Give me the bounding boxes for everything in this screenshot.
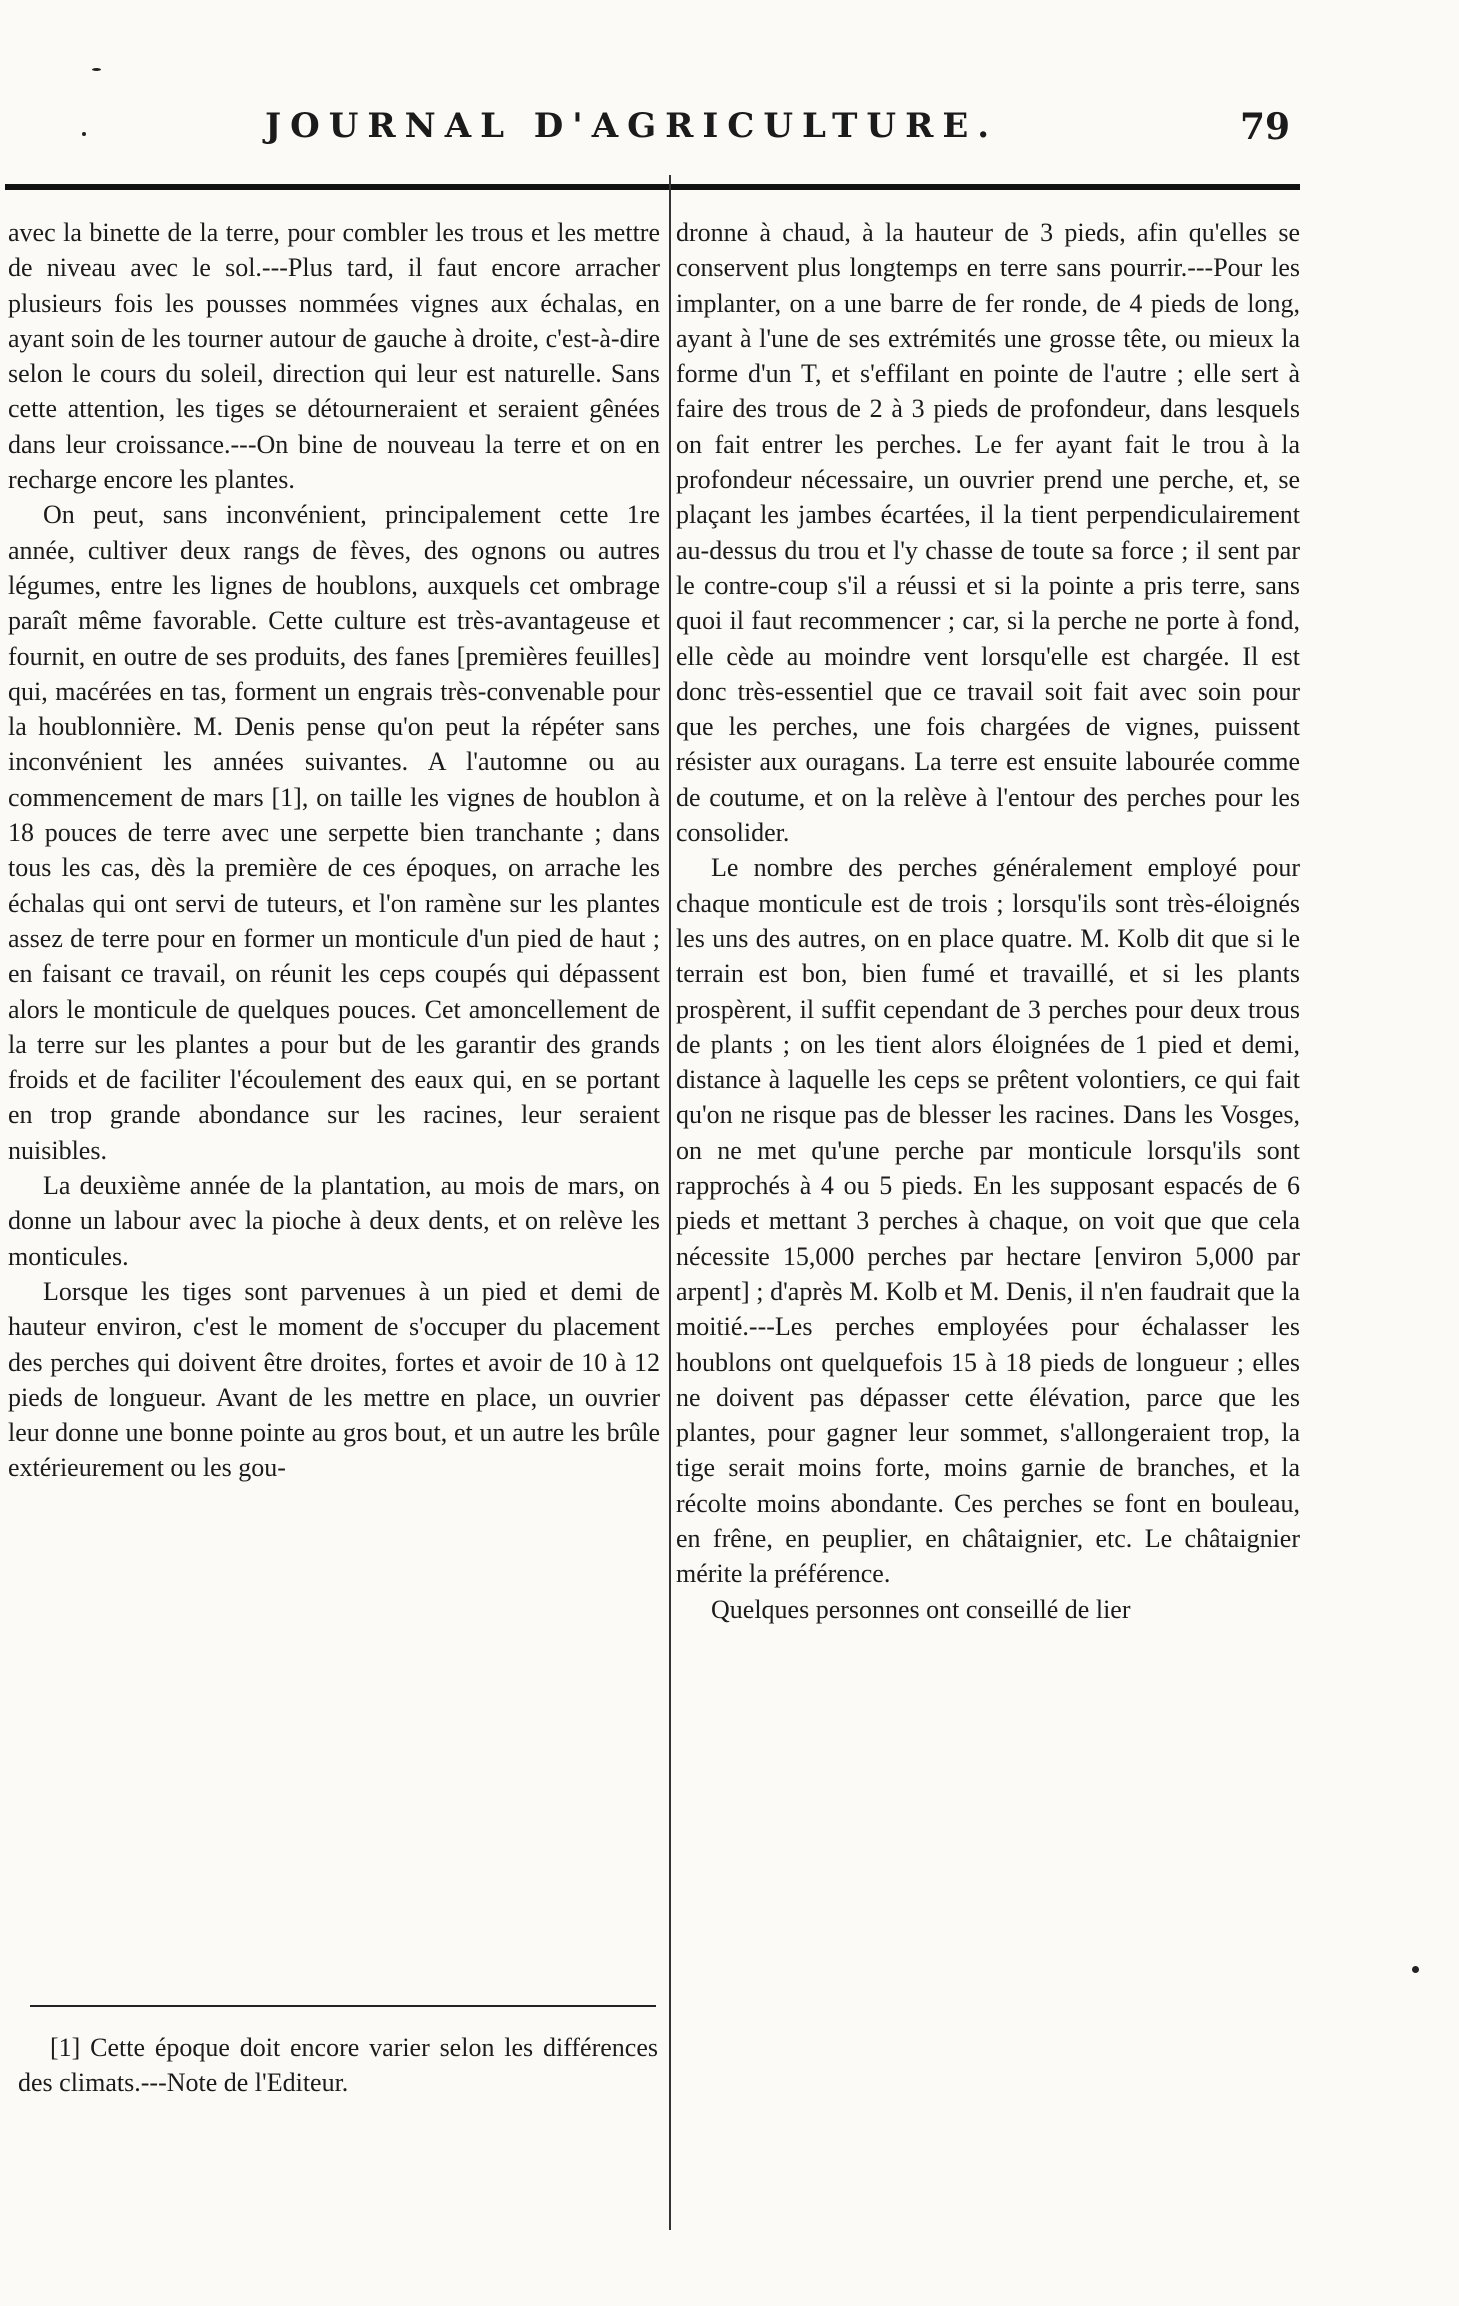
paragraph: Lorsque les tiges sont parvenues à un pied et demi de hauteur environ, c'est le moment de s'occuper du placement des perches qui doivent être droites, fortes et avoir de 10 à 12 pieds de longueur. Avant de les mettre en place, un ouvrier leur donne une bonne pointe au gros bout, et un autre les brûle extérieurement ou les gou- [8, 1276, 660, 1483]
paragraph: Le nombre des perches généralement employé pour chaque monticule est de trois ; lorsqu'ils sont très-éloignés les uns des autres, on en place quatre. M. Kolb dit que si le terrain est bon, bien fumé et travaillé, et si les plants prospèrent, il suffit cependant de 3 perches pour deux trous de plants ; on les tient alors éloignées de 1 pied et demi, distance à laquelle les ceps se prêtent volontiers, ce qui fait qu'on ne risque pas de blesser les racines. Dans les Vosges, on ne met qu'une perche par monticule lorsqu'ils sont rapprochés à 4 ou 5 pieds. En les supposant espacés de 6 pieds et mettant 3 perches à chaque, on voit que que cela nécessite 15,000 perches par hectare [environ 5,000 par arpent] ; d'après M. Kolb et M. Denis, il n'en faudrait que la moitié.---Les perches employées pour échalasser les houblons ont quelquefois 15 à 18 pieds de longueur ; elles ne doivent pas dépasser cette élévation, parce que les plantes, pour gagner leur sommet, s'allongeraient trop, la tige serait moins forte, moins garnie de branches, et la récolte moins abondante. Ces perches se font en bouleau, en frêne, en peuplier, en châtaignier, etc. Le châtaignier mérite la préférence. [676, 853, 1300, 1589]
left-column [8, 215, 660, 1486]
paragraph: avec la binette de la terre, pour combler les trous et les mettre de niveau avec le sol.---Plus tard, il faut encore arracher plusieurs fois les pousses nommées vignes aux échalas, en ayant soin de les tourner autour de gauche à droite, c'est-à-dire selon le cours du soleil, direction qui leur est naturelle. Sans cette attention, les tiges se détourneraient et seraient gênées dans leur croissance.---On bine de nouveau la terre et on en recharge encore les plantes. [8, 218, 660, 495]
print-speck [92, 68, 101, 71]
page-number: 79 [1240, 106, 1291, 148]
running-title: JOURNAL D'AGRICULTURE. [265, 106, 999, 146]
footnote: [1] Cette époque doit encore varier selon les différences des climats.---Note de l'Editeur. [18, 2033, 658, 2097]
page-header [0, 100, 1300, 160]
footnote-rule [30, 2005, 656, 2007]
paragraph: On peut, sans inconvénient, principalement cette 1re année, cultiver deux rangs de fèves, des ognons ou autres légumes, entre les lignes de houblons, auxquels cet ombrage paraît même favorable. Cette culture est très-avantageuse et fournit, en outre de ses produits, des fanes [premières feuilles] qui, macérées en tas, forment un engrais très-convenable pour la houblonnière. M. Denis pense qu'on peut la répéter sans inconvénient les années suivantes. A l'automne ou au commencement de mars [1], on taille les vignes de houblon à 18 pouces de terre avec une serpette bien tranchante ; dans tous les cas, dès la première de ces époques, on arrache les échalas qui ont servi de tuteurs, et l'on ramène sur les plantes assez de terre pour en former un monticule d'un pied de haut ; en faisant ce travail, on réunit les ceps coupés qui dépassent alors le monticule de quelques pouces. Cet amoncellement de la terre sur les plantes a pour but de les garantir des grands froids et de faciliter l'écoulement des eaux qui, en se portant en trop grande abondance sur les racines, leur seraient nuisibles. [8, 500, 660, 1165]
header-rule [5, 184, 1300, 190]
right-column [676, 215, 1300, 1627]
paragraph: Quelques personnes ont conseillé de lier [711, 1594, 1131, 1624]
paragraph: dronne à chaud, à la hauteur de 3 pieds, afin qu'elles se conservent plus longtemps en terre sans pourrir.---Pour les implanter, on a une barre de fer ronde, de 4 pieds de long, ayant à l'une de ses extrémités une grosse tête, ou mieux la forme d'un T, et s'effilant en pointe de l'autre ; elle sert à faire des trous de 2 à 3 pieds de profondeur, dans lesquels on fait entrer les perches. Le fer ayant fait le trou à la profondeur nécessaire, un ouvrier prend une perche, et, se plaçant les jambes écartées, il la tient perpendiculairement au-dessus du trou et l'y chasse de toute sa force ; il sent par le contre-coup s'il a réussi et si la pointe a pris terre, sans quoi il faut recommencer ; car, si la perche ne porte à fond, elle cède au moindre vent lorsqu'elle est chargée. Il est donc très-essentiel que ce travail soit fait avec soin pour que les perches, une fois chargées de vignes, puissent résister aux ouragans. La terre est ensuite labourée comme de coutume, et on la relève à l'entour des perches pour les consolider. [676, 218, 1300, 848]
column-divider [669, 175, 671, 2230]
print-speck [1412, 1966, 1419, 1973]
paragraph: La deuxième année de la plantation, au mois de mars, on donne un labour avec la pioche à deux dents, et on relève les monticules. [8, 1171, 660, 1271]
print-speck [82, 132, 86, 136]
